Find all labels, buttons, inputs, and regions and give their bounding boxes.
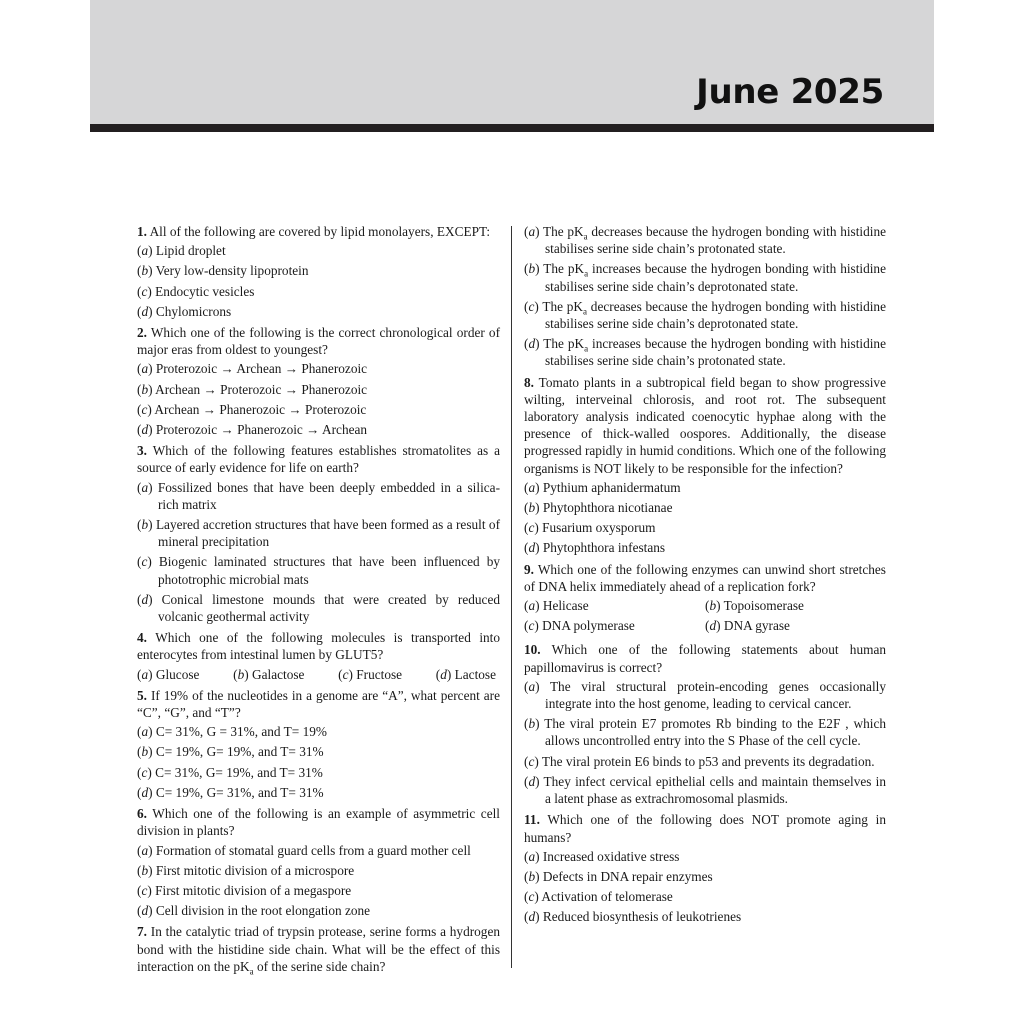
option-label: b [528,868,536,884]
option-label: c [528,618,535,634]
option-label: d [528,773,536,789]
option-text: First mitotic division of a microspore [155,862,355,878]
option-d: (d) Conical limestone mounds that were created by reduced volcanic geothermal activity [137,591,501,625]
option-text: Pythium aphanidermatum [542,479,681,495]
option-text: Lactose [454,666,496,682]
option-label: a [141,479,149,495]
question-number: 11. [524,812,540,828]
question-number: 3. [137,443,147,459]
question-number: 7. [137,924,147,940]
option-text: Fructose [356,666,403,682]
question-stem [524,374,886,477]
question-11 [524,811,886,925]
option-text: Glucose [155,666,200,682]
option-a: (a) Fossilized bones that have been deeply embedded in a silica-rich matrix [137,479,500,512]
option-label: a [528,678,536,694]
question-stem [524,561,886,595]
option-text: Activation of telomerase [541,889,673,905]
left-column [137,223,500,979]
option-text: Biogenic laminated structures that have been influenced by phototrophic microbial mats [158,554,501,587]
question-stem [137,324,500,358]
option-text-end: increases because the hydrogen bonding with histidine stabilises serine side chain’s protonated state. [545,336,886,369]
option-a: (a) C= 31%, G = 31%, and T= 19% [137,724,327,740]
question-7 [137,923,500,975]
option-label: b [141,862,149,878]
option-text: Chylomicrons [155,303,232,319]
option-label: b [141,381,149,397]
question-text: Which one of the following does NOT promote aging in humans? [524,812,886,845]
option-c: (c) DNA polymerase [524,618,635,634]
subscript: a [249,966,254,977]
options-row [137,666,500,683]
option-text: Archean → Proterozoic → Phanerozoic [155,381,368,397]
option-d: (d) DNA gyrase [705,618,790,634]
option-text: Topoisomerase [723,598,804,614]
option-label: b [141,263,149,279]
option-label: a [528,224,536,239]
option-text: Fossilized bones that have been deeply embedded in a silica-rich matrix [157,479,500,512]
option-label: c [141,554,148,570]
option-label: b [528,261,536,277]
option-text: The pK [543,336,585,352]
option-text: C= 31%, G = 31%, and T= 19% [155,724,327,740]
option-text: Lipid droplet [155,243,226,259]
option-text: The viral structural protein-encoding genes occasionally integrate into the host genome, leading to cervical cancer. [545,678,886,712]
option-label: d [528,336,536,352]
option-a: (a) The viral structural protein-encoding genes occasionally integrate into the host genome, leading to cervical cancer. [524,678,886,712]
option-text: C= 31%, G= 19%, and T= 31% [155,764,323,780]
option-d: (d) They infect cervical epithelial cells and maintain themselves in a latent phase as extrachromosomal plasmids. [524,773,886,807]
option-label: a [141,842,149,858]
question-stem [137,687,500,721]
question-stem [137,442,500,476]
question-6 [137,805,500,919]
option-b: (b) Galactose [233,666,305,682]
option-b: (b) Very low-density lipoprotein [137,263,309,279]
question-stem [524,641,886,675]
option-b: (b) The $pK_a$ increases because the hydrogen bonding with histidine stabilises serine side chain’s deprotonated state. [524,261,886,294]
header-rule [90,124,934,132]
question-text-end: of the serine side chain? [253,958,386,974]
option-label: a [528,848,536,864]
option-a: (a) Lipid droplet [137,243,226,259]
option-label: d [440,666,447,682]
option-d: (d) The $pK_a$ increases because the hydrogen bonding with histidine stabilises serine side chain’s protonated state. [524,336,886,369]
option-c: (c) C= 31%, G= 19%, and T= 31% [137,764,323,780]
question-number: 2. [137,325,147,341]
option-text-end: decreases because the hydrogen bonding with histidine stabilises serine side chain’s deprotonated state. [545,298,886,332]
question-text: In the catalytic triad of trypsin protease, serine forms a hydrogen bond with the histidine side chain. What will be the effect of this interaction on the pK [137,924,500,974]
question-number: 9. [524,561,534,577]
question-number: 6. [137,806,147,822]
question-text: Which of the following features establishes stromatolites as a source of early evidence for life on earth? [137,443,500,476]
option-text: Very low-density lipoprotein [155,263,309,279]
option-d: (d) Cell division in the root elongation zone [137,903,371,919]
option-text: Helicase [542,598,589,614]
option-text-end: increases because the hydrogen bonding with histidine stabilises serine side chain’s deprotonated state. [545,261,886,294]
option-d: (d) Phytophthora infestans [524,540,666,556]
question-number: 8. [524,374,534,390]
option-label: b [709,598,717,614]
option-label: b [141,517,149,533]
option-c: (c) The $pK_a$ decreases because the hydrogen bonding with histidine stabilises serine side chain’s deprotonated state. [524,298,886,332]
option-label: c [528,889,535,905]
option-label: a [528,479,536,495]
option-c: (c) Archean → Phanerozoic → Proterozoic [137,401,367,417]
question-text: Which one of the following is the correct chronological order of major eras from oldest to youngest? [137,325,500,358]
option-c: (c) Fusarium oxysporum [524,520,656,536]
question-stem [137,223,500,240]
option-b: (b) Topoisomerase [705,598,804,614]
option-d: (d) C= 19%, G= 31%, and T= 31% [137,784,324,800]
question-stem [137,629,500,663]
option-c: (c) Activation of telomerase [524,889,673,905]
question-text: All of the following are covered by lipid monolayers, EXCEPT: [149,224,491,239]
subscript: a [584,269,589,280]
option-text: Layered accretion structures that have been formed as a result of mineral precipitation [155,517,501,550]
option-c: (c) Endocytic vesicles [137,283,255,299]
option-c: (c) First mitotic division of a megaspore [137,882,352,898]
option-label: d [141,303,149,319]
option-d: (d) Reduced biosynthesis of leukotrienes [524,909,742,925]
option-label: a [141,724,149,740]
option-label: d [141,903,149,919]
option-d: (d) Proterozoic → Phanerozoic → Archean [137,422,368,438]
option-label: c [342,666,349,682]
option-label: c [141,401,148,417]
option-text: C= 19%, G= 31%, and T= 31% [155,784,324,800]
question-stem [137,923,500,975]
option-text: The pK [543,261,585,277]
question-8 [524,374,886,557]
question-text: Which one of the following enzymes can unwind short stretches of DNA helix immediately ahead of a replication fork? [524,561,886,594]
option-c: (c) Fructose [338,666,403,682]
subscript: a [583,306,588,317]
option-label: c [528,753,535,769]
option-b: (b) Layered accretion structures that have been formed as a result of mineral precipitation [137,517,501,550]
option-label: c [141,283,148,299]
option-label: c [141,882,148,898]
page-title: June 2025 [696,72,884,112]
option-text: C= 19%, G= 19%, and T= 31% [155,744,324,760]
question-7-options [524,223,886,370]
question-number: 5. [137,687,147,703]
option-label: d [709,618,717,634]
option-label: c [528,298,535,314]
option-text: Fusarium oxysporum [542,520,656,536]
option-label: d [528,540,536,556]
question-text: Tomato plants in a subtropical field began to show progressive wilting, interveinal chlorosis, and root rot. The subsequent laboratory analysis indicated coenocytic hyphae along with the presence of thick-walled oospores. Additionally, the disease progressed rapidly in humid conditions. Which one of the following organisms is NOT likely to be responsible for the infection? [524,374,886,476]
option-label: d [141,784,149,800]
subscript: a [583,231,588,242]
option-c: (c) Biogenic laminated structures that have been influenced by phototrophic microbial mats [137,554,501,587]
option-label: b [141,744,149,760]
option-text: Phytophthora nicotianae [542,500,673,516]
option-label: a [141,243,149,259]
option-d: (d) Lactose [435,666,496,682]
question-9 [524,561,886,638]
option-text: Formation of stomatal guard cells from a guard mother cell [155,842,471,858]
question-2 [137,324,500,438]
option-text: Phytophthora infestans [542,540,666,556]
option-text: They infect cervical epithelial cells and maintain themselves in a latent phase as extrachromosomal plasmids. [543,773,886,807]
question-text: Which one of the following statements about human papillomavirus is correct? [524,642,886,675]
option-a: (a) Increased oxidative stress [524,848,680,864]
option-label: d [528,909,536,925]
option-label: a [141,666,149,682]
option-label: d [141,422,149,438]
option-b: (b) Archean → Proterozoic → Phanerozoic [137,381,368,397]
question-5 [137,687,500,801]
option-label: d [141,591,149,607]
option-text: The pK [542,298,584,314]
option-text: The viral protein E7 promotes Rb binding to the E2F , which allows uncontrolled entry into the S Phase of the cell cycle. [544,716,886,749]
question-text: Which one of the following is an example of asymmetric cell division in plants? [137,806,500,839]
option-b: (b) C= 19%, G= 19%, and T= 31% [137,744,324,760]
option-c: (c) The viral protein E6 binds to p53 and prevents its degradation. [524,753,875,769]
question-number: 4. [137,630,147,646]
option-text: First mitotic division of a megaspore [155,882,352,898]
option-text: Proterozoic → Phanerozoic → Archean [155,422,368,438]
option-a: (a) Formation of stomatal guard cells from a guard mother cell [137,842,471,858]
option-label: b [528,500,536,516]
option-a: (a) Proterozoic → Archean → Phanerozoic [137,361,368,377]
option-text: DNA polymerase [542,618,635,634]
option-a: (a) The $pK_a$ decreases because the hydrogen bonding with histidine stabilises serine side chain’s protonated state. [524,224,886,257]
option-text: Endocytic vesicles [155,283,255,299]
option-text: Reduced biosynthesis of leukotrienes [542,909,742,925]
option-label: b [528,716,536,732]
option-label: a [141,361,149,377]
option-b: (b) Defects in DNA repair enzymes [524,868,713,884]
question-stem [524,811,886,845]
option-b: (b) First mitotic division of a microspore [137,862,355,878]
option-label: a [528,598,536,614]
right-column [524,223,886,930]
question-4 [137,629,500,683]
option-text: Archean → Phanerozoic → Proterozoic [154,401,367,417]
option-text: Conical limestone mounds that were created by reduced volcanic geothermal activity [158,591,501,625]
question-3 [137,442,500,625]
option-label: c [528,520,535,536]
option-b: (b) The viral protein E7 promotes Rb binding to the E2F , which allows uncontrolled entry into the S Phase of the cell cycle. [524,716,886,749]
question-text: Which one of the following molecules is transported into enterocytes from intestinal lumen by GLUT5? [137,630,500,663]
options-grid [524,597,886,637]
option-label: b [237,666,245,682]
option-text: Cell division in the root elongation zone [155,903,371,919]
question-number: 1. [137,224,147,239]
option-a: (a) Helicase [524,598,589,614]
question-stem [137,805,500,839]
question-number: 10. [524,642,541,658]
question-10 [524,641,886,807]
option-text: Increased oxidative stress [542,848,680,864]
option-a: (a) Glucose [137,666,200,682]
option-b: (b) Phytophthora nicotianae [524,500,673,516]
option-label: c [141,764,148,780]
option-text-end: decreases because the hydrogen bonding with histidine stabilises serine side chain’s protonated state. [545,224,886,257]
option-text: DNA gyrase [723,618,790,634]
option-text: Galactose [252,666,305,682]
column-divider [511,226,512,968]
question-1 [137,223,500,320]
option-d: (d) Chylomicrons [137,303,232,319]
option-text: The viral protein E6 binds to p53 and prevents its degradation. [541,753,875,769]
option-a: (a) Pythium aphanidermatum [524,479,681,495]
question-text: If 19% of the nucleotides in a genome are “A”, what percent are “C”, “G”, and “T”? [137,687,501,721]
option-text: Proterozoic → Archean → Phanerozoic [155,361,368,377]
option-text: The pK [543,224,584,239]
option-text: Defects in DNA repair enzymes [542,868,713,884]
subscript: a [584,343,589,354]
